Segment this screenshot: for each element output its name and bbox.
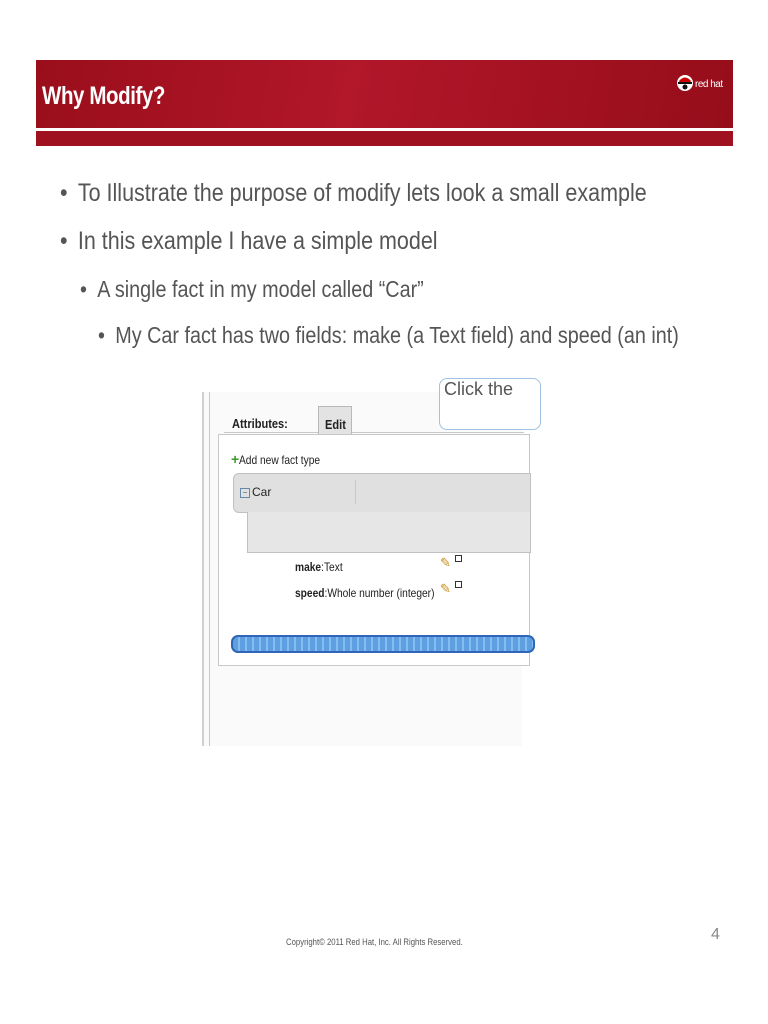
square-icon[interactable] (455, 581, 462, 588)
bullet-item (80, 276, 424, 303)
page-number: 4 (711, 926, 720, 943)
bullet-dot: • (60, 179, 68, 207)
logo-text: red hat (695, 79, 723, 90)
bullet-dot: • (80, 276, 87, 302)
bullet-item (60, 227, 438, 256)
bullet-dot: • (60, 227, 68, 255)
add-fact-type-button[interactable] (231, 451, 335, 467)
tab-attributes[interactable]: Attributes: (232, 416, 288, 431)
field-type: Text (323, 560, 343, 574)
field-separator: : (324, 586, 328, 600)
tab-bar (224, 400, 524, 433)
tooltip-text: Click the (444, 379, 514, 399)
bullet-dot: • (98, 322, 105, 348)
bullet-text: My Car fact has two fields: make (a Text field) and speed (an int) (115, 322, 679, 348)
bullet-text: A single fact in my model called “Car” (97, 276, 424, 302)
fact-model-panel (218, 434, 530, 666)
pencil-icon[interactable]: ✎ (440, 555, 451, 570)
slide-title: Why Modify? (42, 82, 166, 110)
fact-name (240, 485, 271, 499)
plus-icon: + (231, 451, 240, 467)
horizontal-scrollbar[interactable] (231, 635, 535, 653)
collapse-icon[interactable]: − (240, 488, 250, 498)
embedded-screenshot (202, 379, 522, 746)
title-bar-underline (36, 131, 733, 146)
shadowman-icon (676, 72, 694, 94)
fact-name-label: Car (252, 485, 272, 499)
field-text (295, 560, 343, 574)
field-name: make (295, 560, 322, 574)
copyright-footer: Copyright© 2011 Red Hat, Inc. All Rights Reserved. (286, 937, 463, 947)
square-icon[interactable] (455, 555, 462, 562)
field-separator: : (321, 560, 324, 574)
fact-detail-row (247, 512, 531, 553)
tab-edit-label: Edit (325, 417, 346, 432)
field-type: Whole number (integer) (327, 586, 435, 600)
field-name: speed (295, 586, 325, 600)
panel-divider (209, 392, 210, 746)
fact-row-car[interactable] (233, 473, 531, 513)
field-text (295, 586, 434, 600)
bullet-item (98, 322, 679, 349)
bullet-item (60, 179, 647, 208)
field-row-speed (295, 586, 459, 600)
add-fact-type-label: Add new fact type (239, 453, 321, 467)
bullet-text: In this example I have a simple model (77, 227, 438, 255)
column-divider (355, 480, 356, 504)
field-row-make (295, 560, 351, 574)
pencil-icon[interactable]: ✎ (440, 581, 451, 596)
bullet-text: To Illustrate the purpose of modify lets look a small example (77, 179, 647, 207)
red-hat-logo (676, 72, 726, 100)
